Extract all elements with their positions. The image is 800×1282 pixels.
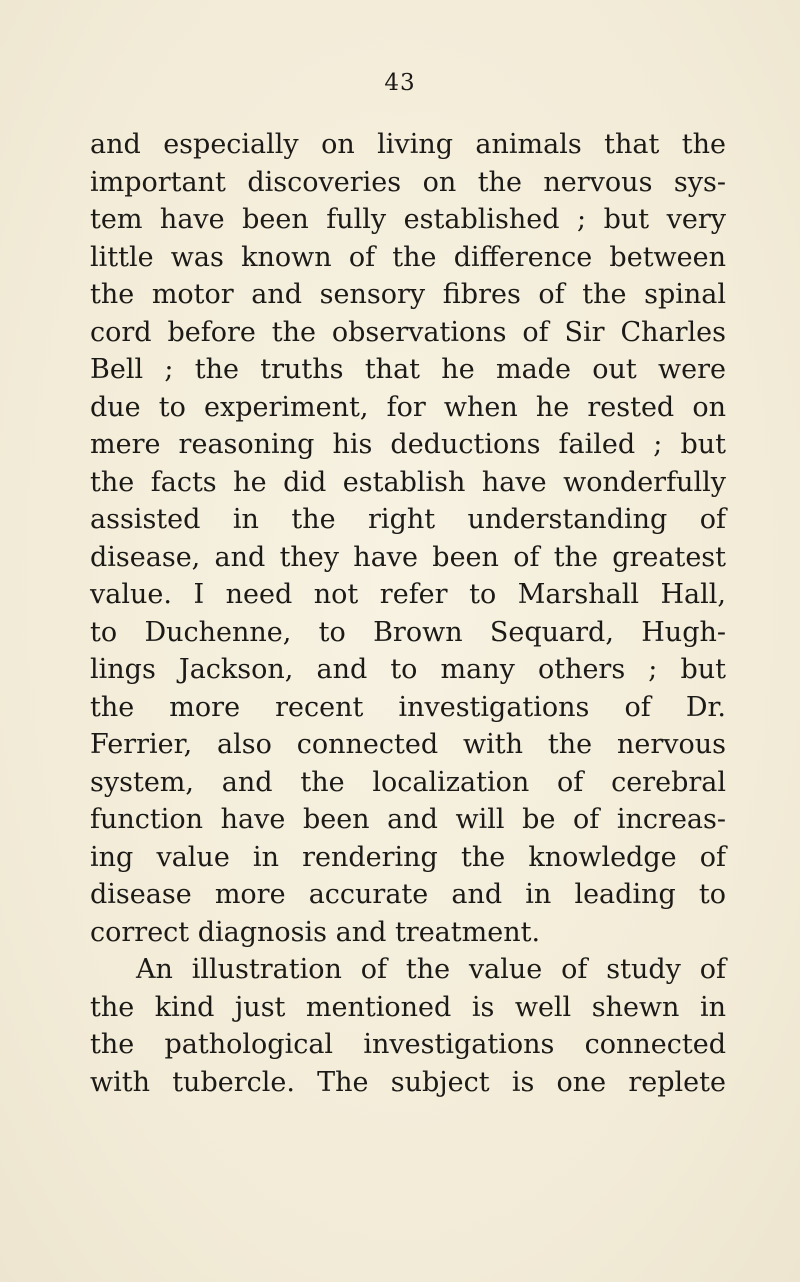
text-line: with tubercle. The subject is one replete xyxy=(90,1066,726,1098)
text-line: correct diagnosis and treatment. xyxy=(90,916,541,948)
text-line: disease more accurate and in leading to xyxy=(90,879,726,910)
text-line: the kind just mentioned is well shewn in xyxy=(90,991,726,1023)
text-line: to Duchenne, to Brown Sequard, Hugh- xyxy=(90,616,726,648)
text-line: Ferrier, also connected with the nervous xyxy=(90,729,726,760)
text-line: An illustration of the value of study of xyxy=(136,954,726,985)
text-line: lings Jackson, and to many others ; but xyxy=(90,654,726,685)
text-line: tem have been fully established ; but very xyxy=(90,204,726,235)
text-line: the motor and sensory fibres of the spinal xyxy=(90,279,726,310)
text-line: the facts he did establish have wonderfully xyxy=(90,466,726,498)
page-number: 43 xyxy=(384,70,416,96)
text-line: system, and the localization of cerebral xyxy=(90,766,726,798)
text-line: important discoveries on the nervous sys- xyxy=(90,166,726,198)
text-line: value. I need not refer to Marshall Hall, xyxy=(90,579,726,610)
text-line: and especially on living animals that the xyxy=(90,129,726,160)
body-text xyxy=(90,126,726,1101)
text-line: little was known of the difference between xyxy=(90,241,726,273)
text-line: ing value in rendering the knowledge of xyxy=(90,841,726,873)
text-line: assisted in the right understanding of xyxy=(90,504,726,535)
text-line: disease, and they have been of the greatest xyxy=(90,541,726,573)
text-line: the pathological investigations connected xyxy=(90,1029,726,1060)
text-line: Bell ; the truths that he made out were xyxy=(90,354,726,385)
text-line: mere reasoning his deductions failed ; but xyxy=(90,429,726,460)
text-line: the more recent investigations of Dr. xyxy=(90,691,726,723)
text-line: function have been and will be of increas- xyxy=(90,804,726,835)
text-line: due to experiment, for when he rested on xyxy=(90,391,726,423)
text-line: cord before the observations of Sir Charles xyxy=(90,316,726,348)
